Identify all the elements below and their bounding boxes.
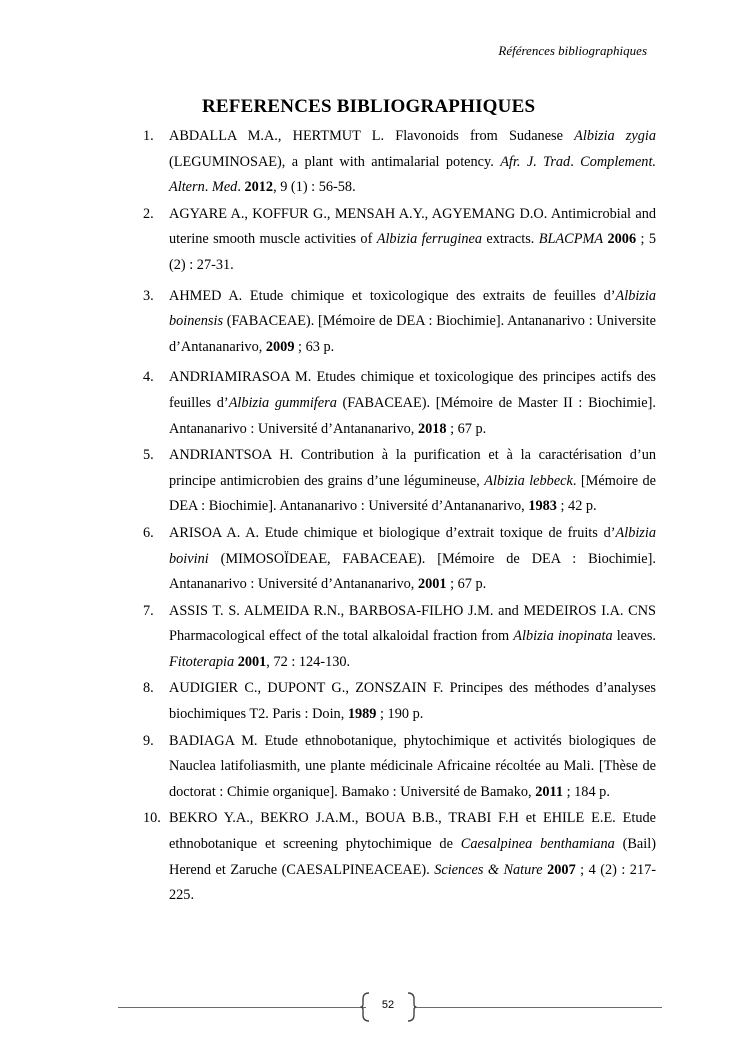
- footer-rule-left: [118, 1007, 366, 1008]
- reference-year: 2006: [607, 231, 637, 248]
- reference-text: (Bail) Herend et Zaruche (CAESALPINEACEAE).: [169, 836, 656, 878]
- reference-text: ANDRIAMIRASOA M. Etudes chimique et toxicologique des principes actifs des feuilles d’: [169, 369, 656, 411]
- reference-text: (FABACEAE). [Mémoire de Master II : Biochimie]. Antananarivo : Université d’Antananarivo,: [169, 394, 656, 437]
- reference-text: ; 190 p.: [376, 706, 424, 723]
- reference-number: 8.: [143, 680, 154, 697]
- reference-text: (MIMOSOÏDEAE, FABACEAE). [Mémoire de DEA : Biochimie]. Antananarivo : Université d’Antananarivo,: [169, 550, 656, 593]
- reference-text: AHMED A. Etude chimique et toxicologique des extraits de feuilles d’: [169, 287, 616, 304]
- reference-text: ; 42 p.: [556, 498, 597, 515]
- reference-italic-text: Albizia boivini: [169, 524, 656, 567]
- reference-text: BEKRO Y.A., BEKRO J.A.M., BOUA B.B., TRABI F.H et EHILE E.E. Etude ethnobotanique et screening phytochimique de: [169, 810, 656, 853]
- reference-text: BADIAGA M. Etude ethnobotanique, phytochimique et activités biologiques de Nauclea latifoliasmith, une plante médicinale Africaine récoltée au Mali. [Thèse de doctorat : Chimie organique]. Bamako : Université de Bamako,: [169, 732, 656, 800]
- reference-number: 5.: [143, 447, 154, 464]
- reference-item: [143, 365, 656, 442]
- reference-item: [143, 443, 656, 520]
- reference-number: 2.: [143, 205, 154, 222]
- reference-text: .: [204, 179, 212, 196]
- reference-italic-text: Albizia inopinata: [513, 628, 613, 645]
- reference-text: ; 184 p.: [563, 783, 610, 800]
- reference-year: 2009: [265, 338, 295, 355]
- reference-text: .: [237, 179, 245, 196]
- reference-year: 2011: [535, 783, 564, 800]
- reference-number: 6.: [143, 524, 154, 541]
- reference-text: . [Mémoire de DEA : Biochimie]. Antananarivo : Université d’Antananarivo,: [169, 472, 656, 515]
- reference-text: ; 4 (2) : 217-225.: [169, 861, 657, 904]
- reference-text: ; 5 (2) : 27-31.: [169, 231, 656, 273]
- reference-item: [143, 729, 656, 806]
- reference-item: [143, 202, 656, 279]
- reference-year: 2007: [547, 861, 576, 878]
- reference-italic-text: Albizia gummifera: [228, 394, 337, 411]
- reference-number: 9.: [143, 732, 154, 749]
- reference-number: 3.: [143, 287, 154, 304]
- reference-number: 7.: [143, 602, 154, 619]
- reference-text: AGYARE A., KOFFUR G., MENSAH A.Y., AGYEMANG D.O. Antimicrobial and uterine smooth muscle activities of: [169, 205, 656, 248]
- reference-italic-text: Sciences & Nature: [434, 861, 543, 878]
- reference-text: ABDALLA M.A., HERTMUT L. Flavonoids from Sudanese: [169, 128, 575, 144]
- left-brace-icon: [360, 992, 370, 1022]
- reference-italic-text: Caesalpinea benthamiana: [460, 836, 615, 853]
- reference-italic-text: Albizia zygia: [574, 128, 656, 144]
- reference-text: ; 67 p.: [446, 576, 487, 593]
- reference-number: 10.: [143, 810, 161, 827]
- reference-text: ; 63 p.: [294, 338, 335, 355]
- reference-italic-text: Afr. J. Trad: [500, 153, 571, 170]
- reference-text: ASSIS T. S. ALMEIDA R.N., BARBOSA-FILHO J.M. and MEDEIROS I.A. CNS Pharmacological effect of the total alkaloidal fraction from: [169, 602, 656, 645]
- reference-text: (LEGUMINOSAE), a plant with antimalarial potency.: [169, 153, 501, 170]
- reference-italic-text: Fitoterapia: [169, 653, 235, 670]
- footer-rule-right: [416, 1007, 662, 1008]
- page-number: 52: [381, 999, 395, 1011]
- reference-text: (FABACEAE). [Mémoire de DEA : Biochimie]. Antananarivo : Universite d’Antananarivo,: [169, 313, 656, 355]
- reference-text: , 72 : 124-130.: [266, 653, 351, 670]
- reference-italic-text: Albizia ferruginea: [376, 231, 482, 248]
- reference-year: 2001: [237, 653, 267, 670]
- reference-item: [143, 806, 656, 908]
- reference-year: 2018: [417, 420, 447, 437]
- reference-text: ANDRIANTSOA H. Contribution à la purification et à la caractérisation d’un principe antimicrobien des grains d’une légumineuse,: [169, 447, 656, 489]
- reference-item: [143, 284, 656, 361]
- page-title: REFERENCES BIBLIOGRAPHIQUES: [202, 96, 536, 117]
- reference-text: .: [570, 153, 581, 170]
- reference-text: extracts.: [481, 231, 539, 248]
- reference-number: 4.: [143, 369, 154, 386]
- reference-item: [143, 124, 656, 201]
- reference-year: 1989: [347, 706, 377, 723]
- running-head: Références bibliographiques: [498, 43, 647, 58]
- reference-text: AUDIGIER C., DUPONT G., ZONSZAIN F. Principes des méthodes d’analyses biochimiques T2. Paris : Doin,: [169, 680, 656, 723]
- reference-number: 1.: [143, 128, 154, 144]
- reference-year: 2012: [244, 179, 274, 196]
- reference-text: ARISOA A. A. Etude chimique et biologique d’extrait toxique de fruits d’: [169, 524, 616, 541]
- reference-item: [143, 521, 656, 598]
- reference-italic-text: Albizia lebbeck: [484, 472, 573, 489]
- reference-italic-text: Complement. Altern: [169, 153, 656, 196]
- reference-text: ; 67 p.: [446, 420, 487, 437]
- reference-year: 2001: [417, 576, 447, 593]
- reference-italic-text: BLACPMA: [538, 231, 604, 248]
- reference-text: leaves.: [612, 628, 656, 645]
- page-footer: [0, 990, 745, 1026]
- reference-item: [143, 676, 656, 727]
- reference-year: 1983: [528, 498, 557, 515]
- reference-italic-text: Albizia boinensis: [169, 287, 656, 330]
- reference-italic-text: Med: [211, 179, 238, 196]
- reference-text: , 9 (1) : 56-58.: [273, 179, 356, 196]
- reference-list: [143, 124, 656, 910]
- reference-item: [143, 599, 656, 676]
